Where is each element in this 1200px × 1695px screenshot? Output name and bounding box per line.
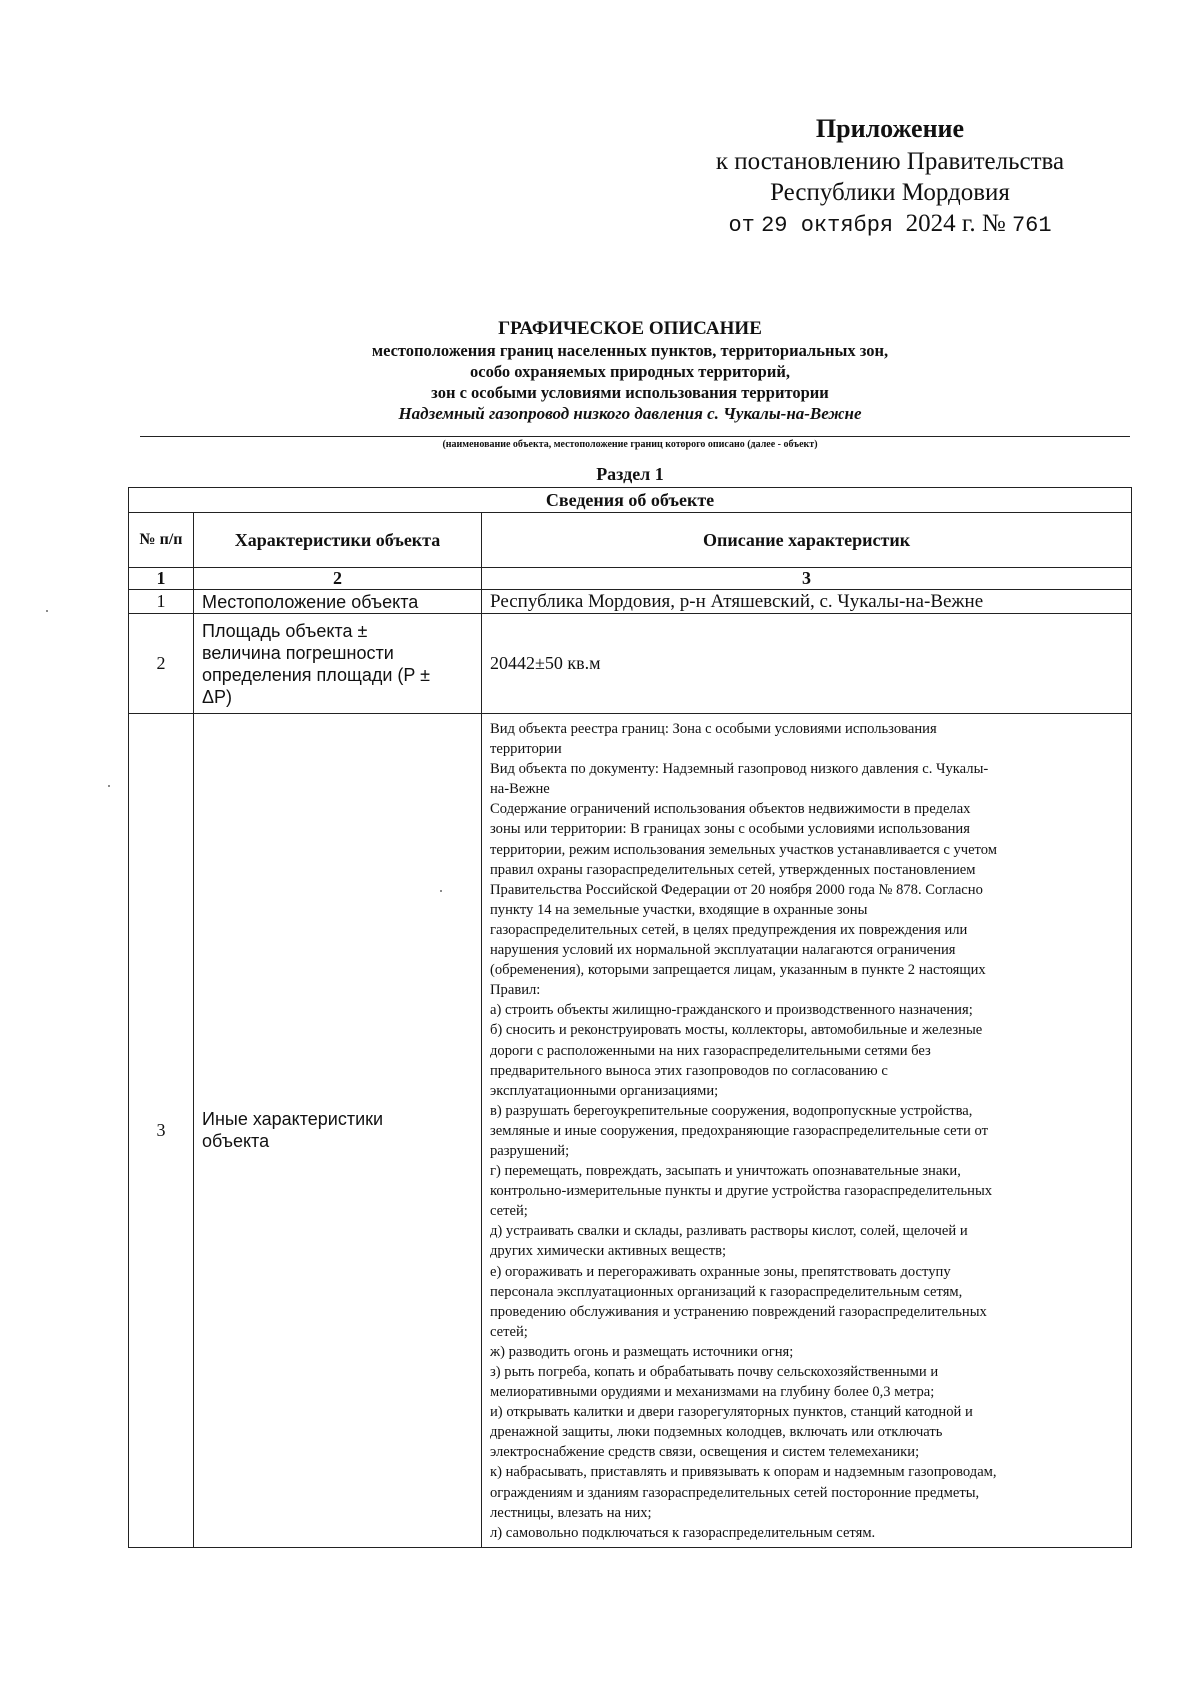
description-line: контрольно-измерительные пункты и другие устройства газораспределительных [490,1183,993,1200]
description-line: лестницы, влезать на них; [490,1504,652,1521]
document-subtitle-2: особо охраняемых природных территорий, [470,362,790,381]
row-characteristic: Местоположение объекта [194,590,482,614]
description-line: и) открывать калитки и двери газорегуляторных пунктов, станций катодной и [490,1404,973,1421]
table-caption-row [129,488,1132,513]
description-line: Правительства Российской Федерации от 20 ноября 2000 года № 878. Согласно [490,881,983,898]
description-line: б) сносить и реконструировать мосты, коллекторы, автомобильные и железные [490,1022,983,1039]
description-line: на-Вежне [490,781,550,798]
description-line: л) самовольно подключаться к газораспределительным сетям. [490,1524,876,1541]
table-caption: Сведения об объекте [129,488,1132,513]
scan-speck [108,785,110,787]
row-description: 20442±50 кв.м [482,614,1132,714]
description-line: персонала эксплуатационных организаций к газораспределительным сетям, [490,1283,963,1300]
header-characteristic: Характеристики объекта [194,513,482,568]
document-subtitle-1: местоположения границ населенных пунктов, территориальных зон, [371,341,889,360]
column-number-2: 2 [194,568,482,590]
table-row [129,714,1132,1548]
description-line: других химически активных веществ; [490,1243,727,1260]
object-caption: (наименование объекта, местоположение границ которого описано (далее - объект) [442,439,818,450]
description-line: эксплуатационными организациями; [490,1082,719,1099]
object-info-table [128,487,1132,1548]
description-line: з) рыть погреба, копать и обрабатывать почву сельскохозяйственными и [490,1364,939,1380]
date-value: 29 октября [761,213,894,238]
row-description: Республика Мордовия, р-н Атяшевский, с. Чукалы-на-Вежне [482,590,1132,614]
object-name-underline [140,436,1130,437]
description-line: в) разрушать берегоукрепительные сооружения, водопропускные устройства, [490,1102,973,1119]
appendix-line-2: Республики Мордовия [770,179,1010,206]
section-title: Раздел 1 [596,464,664,484]
description-line: сетей; [490,1323,528,1340]
header-description: Описание характеристик [482,513,1132,568]
document-title: ГРАФИЧЕСКОЕ ОПИСАНИЕ [498,318,762,339]
description-line: электроснабжение средств связи, освещения и систем телемеханики; [490,1444,920,1461]
description-line: земляные и иные сооружения, предохраняющие газораспределительные сети от [490,1122,988,1139]
header-number: № п/п [129,513,194,568]
description-line: зоны или территории: В границах зоны с особыми условиями использования [490,821,970,838]
description-line: сетей; [490,1203,528,1220]
appendix-date-line [660,208,1120,241]
description-line: а) строить объекты жилищно-гражданского и производственного назначения; [490,1002,973,1019]
description-line: дренажной защиты, люки подземных колодцев, включать или отключать [490,1424,943,1441]
scan-speck [440,890,442,892]
resolution-number: 761 [1011,213,1052,238]
column-numbers-row [129,568,1132,590]
table-header-row [129,513,1132,568]
row-number: 2 [129,614,194,714]
description-line: (обременения), которыми запрещается лицам, указанным в пункте 2 настоящих [490,962,986,979]
description-line: правил охраны газораспределительных сетей, утвержденных постановлением [490,861,976,878]
description-line: Содержание ограничений использования объектов недвижимости в пределах [490,801,971,818]
year-and-number-label: 2024 г. № [905,210,1006,237]
row-number: 1 [129,590,194,614]
description-line: мелиоративными орудиями и механизмами на глубину более 0,3 метра; [490,1384,935,1401]
column-number-1: 1 [129,568,194,590]
date-prefix: от [728,213,755,238]
scan-speck [46,610,48,612]
column-number-3: 3 [482,568,1132,590]
row-number: 3 [129,714,194,1548]
description-line: г) перемещать, повреждать, засыпать и уничтожать опознавательные знаки, [490,1163,961,1180]
description-line: территории, режим использования земельных участков устанавливается с учетом [490,841,997,858]
object-name: Надземный газопровод низкого давления с. Чукалы-на-Вежне [398,404,862,423]
description-line: территории [490,741,562,758]
row-characteristic: Площадь объекта ± величина погрешности определения площади (P ± ΔP) [194,614,482,714]
description-line: ж) разводить огонь и размещать источники огня; [490,1343,794,1360]
description-line: Вид объекта реестра границ: Зона с особыми условиями использования [490,721,937,737]
description-line: дороги с расположенными на них газораспределительными сетями без [490,1042,931,1059]
description-line: газораспределительных сетей, в целях предупреждения их повреждения или [490,921,968,938]
description-line: д) устраивать свалки и склады, разливать растворы кислот, солей, щелочей и [490,1223,968,1240]
table-row [129,614,1132,714]
description-line: нарушения условий их нормальной эксплуатации налагаются ограничения [490,942,956,959]
appendix-header [660,112,1120,241]
description-line: Вид объекта по документу: Надземный газопровод низкого давления с. Чукалы- [490,761,989,778]
appendix-title: Приложение [815,114,965,143]
description-line: Правил: [490,982,541,999]
row-description-restrictions [482,714,1132,1548]
row-characteristic: Иные характеристики объекта [194,714,482,1548]
description-line: предварительного выноса этих газопроводов по согласованию с [490,1062,888,1079]
document-title-block [130,318,1130,424]
description-line: проведению обслуживания и устранению повреждений газораспределительных [490,1303,987,1320]
description-line: ограждениям и зданиям газораспределительных сетей посторонние предметы, [490,1484,980,1501]
description-line: е) огораживать и перегораживать охранные зоны, препятствовать доступу [490,1263,951,1280]
document-subtitle-3: зон с особыми условиями использования территории [431,383,829,402]
appendix-line-1: к постановлению Правительства [715,148,1065,175]
description-line: пункту 14 на земельные участки, входящие в охранные зоны [490,901,868,918]
description-line: разрушений; [490,1142,570,1159]
table-row [129,590,1132,614]
description-line: к) набрасывать, приставлять и привязывать к опорам и надземным газопроводам, [490,1464,997,1481]
